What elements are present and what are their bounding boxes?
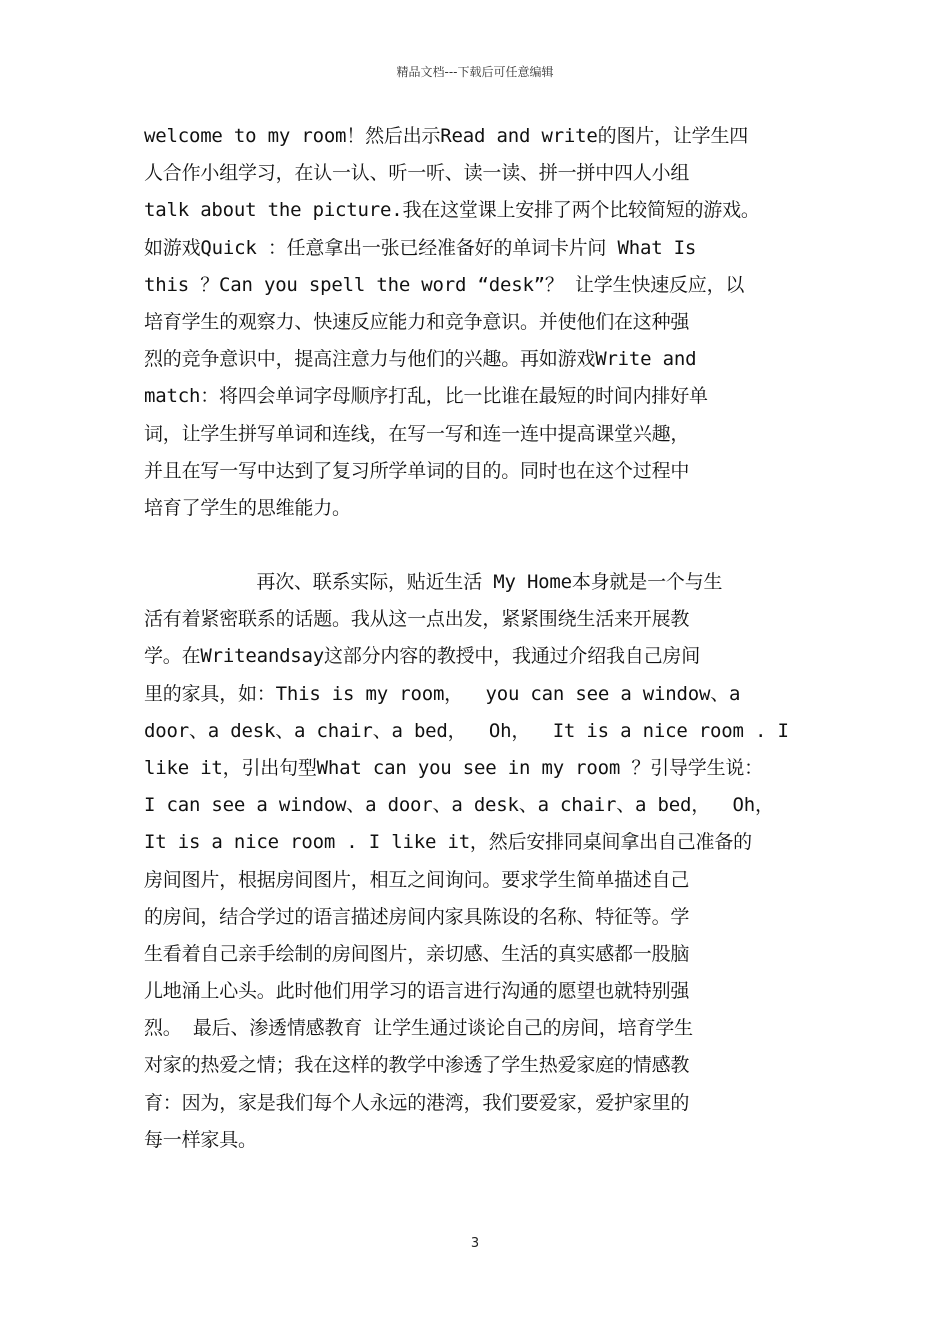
text-line: 烈。 最后、渗透情感教育 让学生通过谈论自己的房间，培育学生 xyxy=(144,1017,693,1040)
text-line: talk about the picture.我在这堂课上安排了两个比较简短的游戏。 xyxy=(144,199,760,222)
text-line: 并且在写一写中达到了复习所学单词的目的。同时也在这个过程中 xyxy=(144,459,690,482)
text-line: 房间图片，根据房间图片，相互之间询问。要求学生简单描述自己 xyxy=(144,868,690,891)
text-line: 如游戏Quick ：任意拿出一张已经准备好的单词卡片问 What Is xyxy=(144,236,697,259)
text-line: 活有着紧密联系的话题。我从这一点出发，紧紧围绕生活来开展教 xyxy=(144,608,690,631)
text-line: 学。在Writeandsay这部分内容的教授中，我通过介绍我自己房间 xyxy=(144,645,701,668)
paragraph-2 xyxy=(144,564,816,1159)
text-line: match：将四会单词字母顺序打乱，比一比谁在最短的时间内排好单 xyxy=(144,385,708,408)
text-line: like it，引出句型What can you see in my room ？引导学生说： xyxy=(144,756,763,779)
text-line: I can see a window、a door、a desk、a chair、a bed， Oh， xyxy=(144,794,774,817)
page-number: 3 xyxy=(470,1236,480,1251)
text-line: 生看着自己亲手绘制的房间图片，亲切感、生活的真实感都一股脑 xyxy=(144,942,690,965)
text-line: 里的家具，如：This is my room， you can see a window、a xyxy=(144,682,741,705)
text-line: 再次、联系实际，贴近生活 My Home本身就是一个与生 xyxy=(144,571,723,593)
text-line: door、a desk、a chair、a bed， Oh， It is a nice room . I xyxy=(144,719,789,742)
text-line: 人合作小组学习，在认一认、听一听、读一读、拼一拼中四人小组 xyxy=(144,162,690,185)
text-line: 培育学生的观察力、快速反应能力和竞争意识。并使他们在这种强 xyxy=(144,310,690,333)
page-header: 精品文档---下载后可任意编辑 xyxy=(396,65,554,79)
text-line: It is a nice room . I like it，然后安排同桌间拿出自己准备的 xyxy=(144,831,752,854)
text-line: 的房间，结合学过的语言描述房间内家具陈设的名称、特征等。学 xyxy=(144,905,690,928)
paragraph-1 xyxy=(144,118,816,527)
text-line: this ？Can you spell the word “desk”？ 让学生快速反应，以 xyxy=(144,273,745,296)
text-line: 儿地涌上心头。此时他们用学习的语言进行沟通的愿望也就特别强 xyxy=(144,980,690,1003)
text-line: 育：因为，家是我们每个人永远的港湾，我们要爱家，爱护家里的 xyxy=(144,1091,690,1114)
text-line: 烈的竞争意识中，提高注意力与他们的兴趣。再如游戏Write and xyxy=(144,348,697,371)
text-line: 培育了学生的思维能力。 xyxy=(144,496,351,519)
text-line: welcome to my room！然后出示Read and write的图片，让学生四 xyxy=(144,125,749,147)
text-line: 词，让学生拼写单词和连线，在写一写和连一连中提高课堂兴趣， xyxy=(144,422,690,445)
text-line: 每一样家具。 xyxy=(144,1128,257,1151)
text-line: 对家的热爱之情；我在这样的教学中渗透了学生热爱家庭的情感教 xyxy=(144,1054,690,1077)
